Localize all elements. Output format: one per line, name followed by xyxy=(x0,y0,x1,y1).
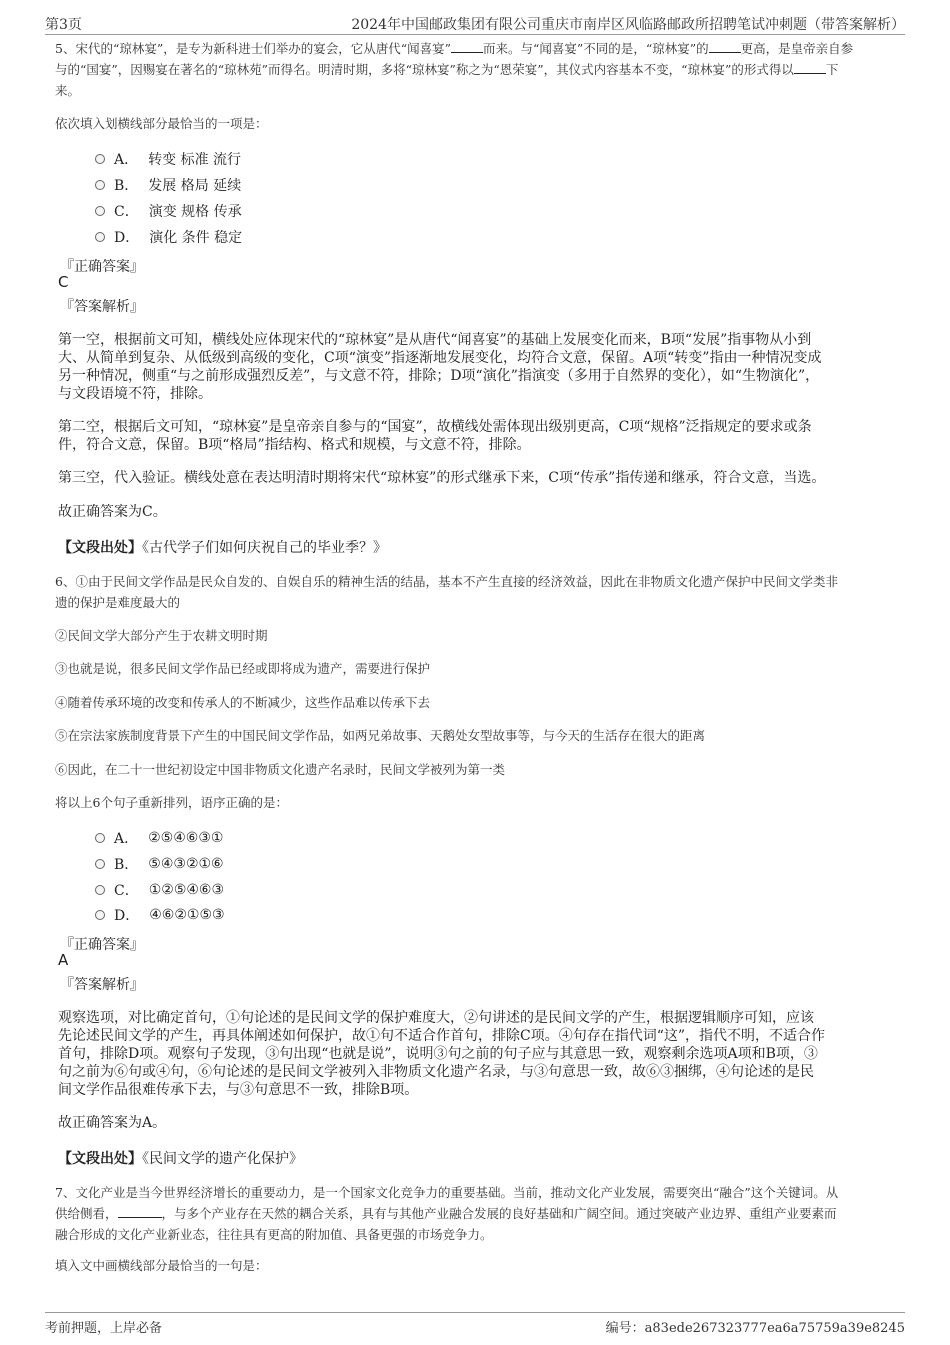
analysis-paragraph: 观察选项，对比确定首句，①句论述的是民间文学的保护难度大，②句讲述的是民间文学的产生，根据逻辑顺序可知，应该 先论述民间文学的产生，再具体阐述如何保护，故①句不适合作首句，排除C项。④句存在指代词“这”，指代不明，不适合作 首句，排除D项。观察句子发现，③句出现“也就是说”，说明③句之前的句子应与其意思一致，观察剩余选项A项和B项，③ 句之前为⑥句或④句，⑥句论述的是民间文学被列入非物质文化遗产名录，与③句意思一致，故⑥③捆绑，④句论述的是民 间文学作品很难传承下去，与③句意思不一致，排除B项。 xyxy=(58,1010,826,1098)
analysis-conclusion: 故正确答案为A。 xyxy=(58,1115,167,1131)
document-code: 编号：a83ede267323777ea6a75759a39e8245 xyxy=(605,1321,905,1336)
correct-answer: A xyxy=(58,951,69,969)
analysis-conclusion: 故正确答案为C。 xyxy=(58,504,167,520)
q5-option-d[interactable]: D． 演化 条件 稳定 xyxy=(95,226,242,248)
q5-option-b[interactable]: B． 发展 格局 延续 xyxy=(95,174,241,196)
analysis-label: 『答案解析』 xyxy=(60,299,144,315)
question-6-prompt: 将以上6个句子重新排列，语序正确的是： xyxy=(55,795,288,810)
analysis-paragraph-3: 第三空，代入验证。横线处意在表达明清时期将宋代“琼林宴”的形式继承下来，C项“传承”指传递和继承，符合文意，当选。 xyxy=(58,470,826,486)
analysis-paragraph-2: 第二空，根据后文可知，“琼林宴”是皇帝亲自参与的“国宴”，故横线处需体现出级别更高，C项“规格”泛指规定的要求或条 件，符合文意，保留。B项“格局”指结构、格式和规模，与文意不符，排除。 xyxy=(58,419,812,453)
q6-option-c[interactable]: C． ①②⑤④⑥③ xyxy=(95,879,224,901)
correct-answer-label: 『正确答案』 xyxy=(60,259,144,275)
question-7-prompt: 填入文中画横线部分最恰当的一句是： xyxy=(55,1258,268,1273)
sentence-6: ⑥因此，在二十一世纪初设定中国非物质文化遗产名录时，民间文学被列为第一类 xyxy=(55,762,506,777)
radio-button[interactable] xyxy=(95,206,105,216)
q5-option-c[interactable]: C． 演变 规格 传承 xyxy=(95,200,242,222)
sentence-5: ⑤在宗法家族制度背景下产生的中国民间文学作品，如两兄弟故事、天鹅处女型故事等，与今天的生活存在很大的距离 xyxy=(55,728,706,743)
q6-option-d[interactable]: D． ④⑥②①⑤③ xyxy=(95,904,225,926)
page-footer xyxy=(45,1312,905,1335)
radio-button[interactable] xyxy=(95,833,105,843)
blank-line xyxy=(709,40,741,53)
blank-line xyxy=(451,40,483,53)
passage-source: 【文段出处】《古代学子们如何庆祝自己的毕业季？》 xyxy=(58,540,387,556)
page-header xyxy=(45,12,905,35)
sentence-2: ②民间文学大部分产生于农耕文明时期 xyxy=(55,628,268,643)
q6-option-a[interactable]: A． ②⑤④⑥③① xyxy=(95,827,223,849)
question-5-stem: 5、宋代的“琼林宴”，是专为新科进士们举办的宴会，它从唐代“闻喜宴” 而来。与“闻喜宴”不同的是，“琼林宴”的 更高，是皇帝亲自参 与的“国宴”，因赐宴在著名的“琼林苑”而得名。明清时期，多将“琼林宴”称之为“恩荣宴”，其仪式内容基本不变，“琼林宴”的形式得以 下 来。 xyxy=(55,41,854,98)
correct-answer: C xyxy=(58,273,69,291)
page-number: 第3页 xyxy=(45,17,82,33)
radio-button[interactable] xyxy=(95,180,105,190)
passage-source: 【文段出处】《民间文学的遗产化保护》 xyxy=(58,1151,303,1167)
radio-button[interactable] xyxy=(95,154,105,164)
analysis-label: 『答案解析』 xyxy=(60,977,144,993)
question-5-prompt: 依次填入划横线部分最恰当的一项是： xyxy=(55,116,268,131)
document-title: 2024年中国邮政集团有限公司重庆市南岸区风临路邮政所招聘笔试冲刺题（带答案解析） xyxy=(351,17,905,33)
question-6-stem: 6、①由于民间文学作品是民众自发的、自娱自乐的精神生活的结晶，基本不产生直接的经济效益，因此在非物质文化遗产保护中民间文学类非 遗的保护是难度最大的 xyxy=(55,574,838,610)
radio-button[interactable] xyxy=(95,885,105,895)
q5-option-a[interactable]: A． 转变 标准 流行 xyxy=(95,148,241,170)
blank-line xyxy=(794,61,826,74)
footer-slogan: 考前押题，上岸必备 xyxy=(45,1321,163,1336)
q6-option-b[interactable]: B． ⑤④③②①⑥ xyxy=(95,853,224,875)
analysis-paragraph-1: 第一空，根据前文可知，横线处应体现宋代的“琼林宴”是从唐代“闻喜宴”的基础上发展变化而来，B项“发展”指事物从小到 大、从简单到复杂、从低级到高级的变化，C项“演变”指逐渐地发展变化，均符合文意，保留。A项“转变”指由一种情况变成 另一种情况，侧重“与之前形成强烈反差”，与文意不符，排除；D项“演化”指演变（多用于自然界的变化），如“生物演化”， 与文段语境不符，排除。 xyxy=(58,332,822,402)
radio-button[interactable] xyxy=(95,859,105,869)
sentence-3: ③也就是说，很多民间文学作品已经或即将成为遗产，需要进行保护 xyxy=(55,661,431,676)
question-7-stem: 7、文化产业是当今世界经济增长的重要动力，是一个国家文化竞争力的重要基础。当前，推动文化产业发展，需要突出“融合”这个关键词。从 供给侧看， ，与多个产业存在天然的耦合关系，具有与其他产业融合发展的良好基础和广阔空间。通过突破产业边界、重组产业要素而 融合形成的文化产业新业态，往往具有更高的附加值、具备更强的市场竞争力。 xyxy=(55,1185,839,1242)
blank-line xyxy=(118,1205,162,1218)
sentence-4: ④随着传承环境的改变和传承人的不断减少，这些作品难以传承下去 xyxy=(55,695,431,710)
radio-button[interactable] xyxy=(95,910,105,920)
correct-answer-label: 『正确答案』 xyxy=(60,937,144,953)
radio-button[interactable] xyxy=(95,232,105,242)
